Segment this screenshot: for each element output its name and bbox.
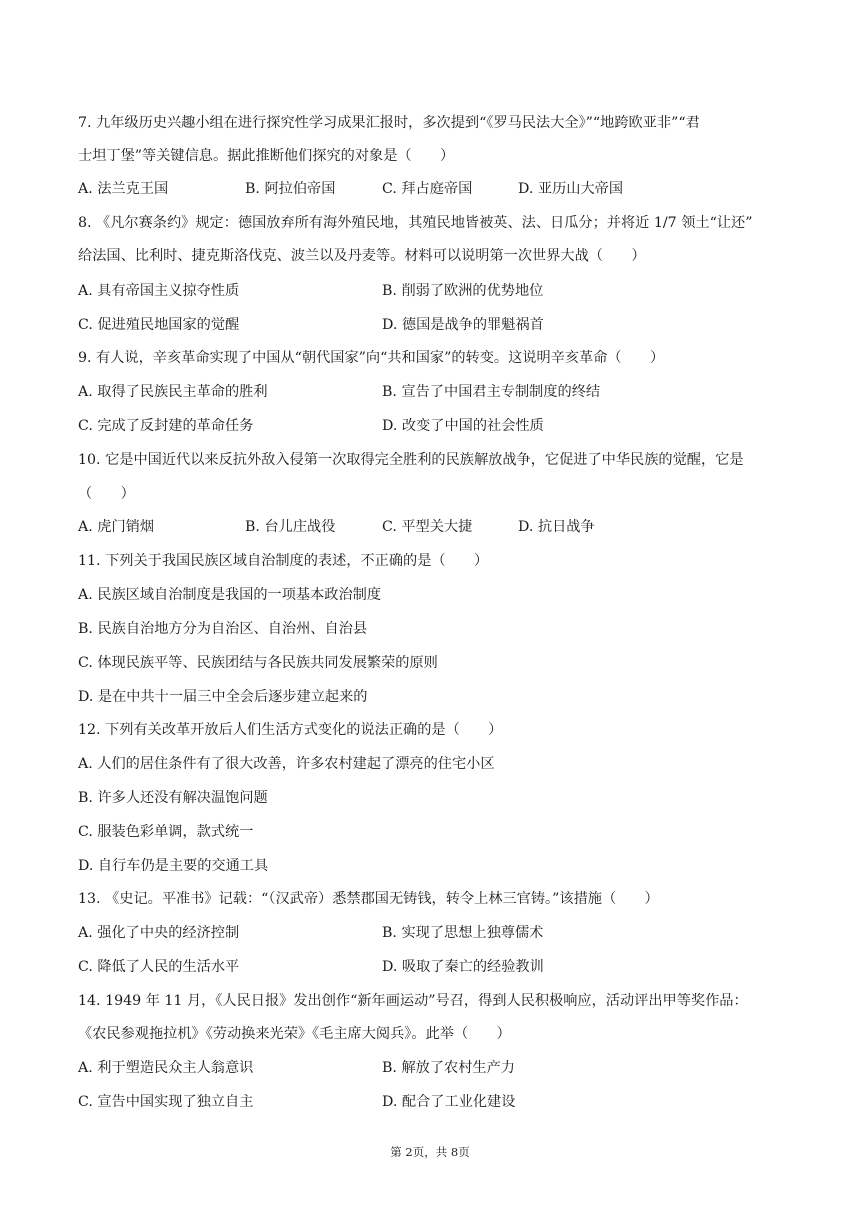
option-a: A. 具有帝国主义掠夺性质 bbox=[78, 283, 240, 299]
option-d: D. 配合了工业化建设 bbox=[382, 1094, 516, 1110]
question-stem-line: 12. 下列有关改革开放后人们生活方式变化的说法正确的是（ ） bbox=[78, 722, 503, 738]
option-b: B. 实现了思想上独尊儒术 bbox=[382, 925, 544, 941]
question-stem-line: 7. 九年级历史兴趣小组在进行探究性学习成果汇报时，多次提到“《罗马民法大全》”“地跨欧亚非”“君 bbox=[78, 115, 700, 131]
option-c: C. 促进殖民地国家的觉醒 bbox=[78, 317, 240, 333]
option-c: C. 平型关大捷 bbox=[382, 519, 473, 535]
option-a: A. 虎门销烟 bbox=[78, 519, 155, 535]
option-b: B. 许多人还没有解决温饱问题 bbox=[78, 790, 268, 806]
option-d: D. 是在中共十一届三中全会后逐步建立起来的 bbox=[78, 689, 368, 705]
option-d: D. 吸取了秦亡的经验教训 bbox=[382, 959, 544, 975]
option-c: C. 完成了反封建的革命任务 bbox=[78, 418, 254, 434]
option-c: C. 降低了人民的生活水平 bbox=[78, 959, 240, 975]
question-stem-line: 《农民参观拖拉机》《劳动换来光荣》《毛主席大阅兵》。此举（ ） bbox=[78, 1026, 511, 1042]
option-d: D. 抗日战争 bbox=[518, 519, 595, 535]
page-footer: 第 2页，共 8页 bbox=[390, 1145, 470, 1159]
question-stem-line: 13. 《史记。平准书》记载：“（汉武帝）悉禁郡国无铸钱，转令上林三官铸。”该措施（ ） bbox=[78, 891, 659, 907]
question-stem-line: 11. 下列关于我国民族区域自治制度的表述，不正确的是（ ） bbox=[78, 553, 489, 569]
option-d: D. 改变了中国的社会性质 bbox=[382, 418, 544, 434]
option-a: A. 利于塑造民众主人翁意识 bbox=[78, 1060, 254, 1076]
option-c: C. 服装色彩单调，款式统一 bbox=[78, 824, 254, 840]
option-a: A. 人们的居住条件有了很大改善，许多农村建起了漂亮的住宅小区 bbox=[78, 756, 495, 772]
option-b: B. 台儿庄战役 bbox=[245, 519, 336, 535]
option-d: D. 自行车仍是主要的交通工具 bbox=[78, 858, 269, 874]
option-a: A. 取得了民族民主革命的胜利 bbox=[78, 384, 268, 400]
question-stem-line: 14. 1949 年 11 月，《人民日报》发出创作“新年画运动”号召，得到人民积极响应，活动评出甲等奖作品： bbox=[78, 993, 748, 1009]
question-stem-line: 10. 它是中国近代以来反抗外敌入侵第一次取得完全胜利的民族解放战争，它促进了中华民族的觉醒，它是 bbox=[78, 452, 744, 468]
option-d: D. 德国是战争的罪魁祸首 bbox=[382, 317, 544, 333]
option-c: C. 体现民族平等、民族团结与各民族共同发展繁荣的原则 bbox=[78, 655, 438, 671]
option-a: A. 民族区域自治制度是我国的一项基本政治制度 bbox=[78, 587, 382, 603]
option-a: A. 强化了中央的经济控制 bbox=[78, 925, 240, 941]
option-b: B. 阿拉伯帝国 bbox=[245, 181, 336, 197]
option-d: D. 亚历山大帝国 bbox=[518, 181, 624, 197]
option-b: B. 解放了农村生产力 bbox=[382, 1060, 515, 1076]
question-stem-line: 9. 有人说，辛亥革命实现了中国从“朝代国家”向“共和国家”的转变。这说明辛亥革命（ ） bbox=[78, 350, 665, 366]
option-b: B. 民族自治地方分为自治区、自治州、自治县 bbox=[78, 621, 368, 637]
question-stem-line: （ ） bbox=[78, 486, 135, 502]
option-b: B. 宣告了中国君主专制制度的终结 bbox=[382, 384, 601, 400]
option-b: B. 削弱了欧洲的优势地位 bbox=[382, 283, 544, 299]
option-a: A. 法兰克王国 bbox=[78, 181, 169, 197]
question-stem-line: 给法国、比利时、捷克斯洛伐克、波兰以及丹麦等。材料可以说明第一次世界大战（ ） bbox=[78, 248, 646, 264]
option-c: C. 拜占庭帝国 bbox=[382, 181, 473, 197]
question-stem-line: 士坦丁堡”等关键信息。据此推断他们探究的对象是（ ） bbox=[78, 148, 455, 164]
question-stem-line: 8. 《凡尔赛条约》规定：德国放弃所有海外殖民地，其殖民地皆被英、法、日瓜分；并将近 1/7 领土“让还” bbox=[78, 215, 753, 231]
option-c: C. 宣告中国实现了独立自主 bbox=[78, 1094, 254, 1110]
